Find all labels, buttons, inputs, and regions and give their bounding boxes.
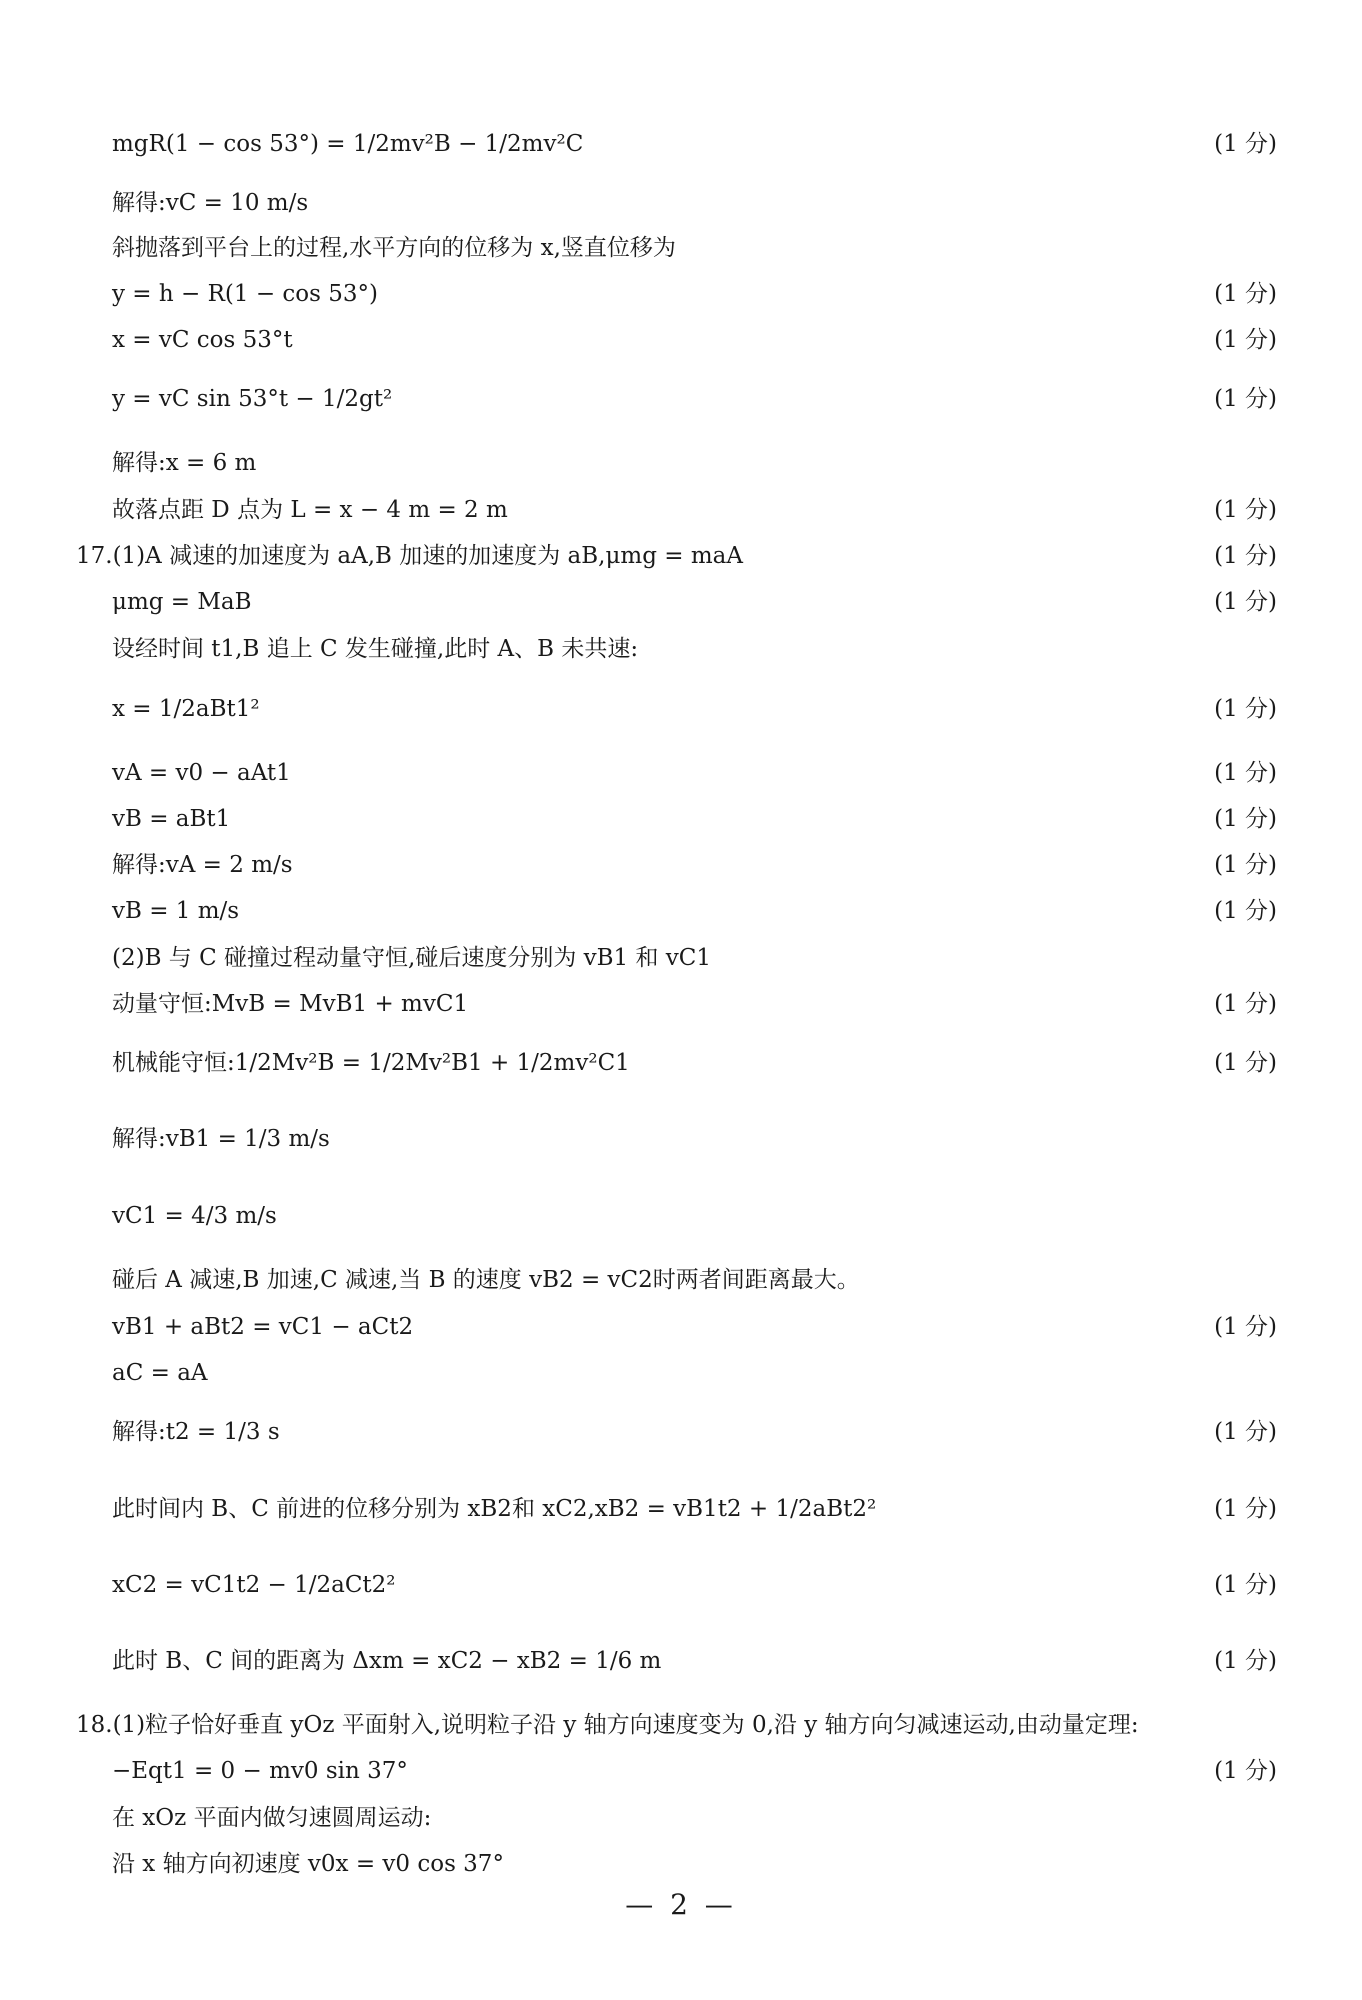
equation-text: 机械能守恒:1/2Mv²B = 1/2Mv²B1 + 1/2mv²C1 xyxy=(112,1050,630,1077)
solution-line xyxy=(112,115,1277,175)
solution-line xyxy=(112,1842,1277,1888)
question-18-header xyxy=(76,1703,1277,1749)
solution-line xyxy=(112,797,1277,843)
solution-line xyxy=(112,181,1277,227)
solution-line xyxy=(112,226,1277,272)
solution-line xyxy=(112,370,1277,430)
equation-text: (2)B 与 C 碰撞过程动量守恒,碰后速度分别为 vB1 和 vC1 xyxy=(112,945,712,972)
equation-text: 此时 B、C 间的距离为 Δxm = xC2 − xB2 = 1/6 m xyxy=(112,1648,662,1675)
solution-line xyxy=(112,318,1277,364)
score-label: (1 分) xyxy=(1214,497,1277,524)
solution-line xyxy=(112,843,1277,889)
score-label: (1 分) xyxy=(1214,1050,1277,1077)
equation-text: 斜抛落到平台上的过程,水平方向的位移为 x,竖直位移为 xyxy=(112,235,676,262)
score-label: (1 分) xyxy=(1214,589,1277,616)
equation-text: μmg = MaB xyxy=(112,589,252,616)
solution-line xyxy=(112,441,1277,487)
score-label: (1 分) xyxy=(1214,543,1277,570)
score-label: (1 分) xyxy=(1214,806,1277,833)
solution-line xyxy=(112,936,1277,982)
solution-line xyxy=(112,488,1277,534)
equation-text: y = h − R(1 − cos 53°) xyxy=(112,281,378,308)
solution-line xyxy=(112,1556,1277,1616)
solution-line xyxy=(112,272,1277,318)
solution-line xyxy=(112,1258,1277,1304)
equation-text: vB1 + aBt2 = vC1 − aCt2 xyxy=(112,1314,414,1341)
score-label: (1 分) xyxy=(1214,281,1277,308)
equation-text: 动量守恒:MvB = MvB1 + mvC1 xyxy=(112,991,469,1018)
solution-line xyxy=(112,1034,1277,1094)
solution-line xyxy=(112,1796,1277,1842)
solution-line xyxy=(112,1403,1277,1463)
equation-text: vA = v0 − aAt1 xyxy=(112,760,291,787)
solution-line xyxy=(112,1480,1277,1540)
solution-line xyxy=(112,1187,1277,1247)
score-label: (1 分) xyxy=(1214,1496,1277,1523)
equation-text: x = 1/2aBt1² xyxy=(112,696,260,723)
score-label: (1 分) xyxy=(1214,1758,1277,1785)
equation-text: xC2 = vC1t2 − 1/2aCt2² xyxy=(112,1572,396,1599)
equation-text: y = vC sin 53°t − 1/2gt² xyxy=(112,386,393,413)
equation-text: 解得:vC = 10 m/s xyxy=(112,190,309,217)
score-label: (1 分) xyxy=(1214,131,1277,158)
equation-text: vC1 = 4/3 m/s xyxy=(112,1203,277,1230)
solution-line xyxy=(112,1749,1277,1795)
equation-text: 沿 x 轴方向初速度 v0x = v0 cos 37° xyxy=(112,1851,504,1878)
score-label: (1 分) xyxy=(1214,327,1277,354)
solution-line xyxy=(112,982,1277,1028)
equation-text: 故落点距 D 点为 L = x − 4 m = 2 m xyxy=(112,497,508,524)
page-number: — 2 — xyxy=(625,1888,737,1921)
equation-text: 此时间内 B、C 前进的位移分别为 xB2和 xC2,xB2 = vB1t2 + 1/2aBt2² xyxy=(112,1496,877,1523)
solution-line xyxy=(112,627,1277,673)
score-label: (1 分) xyxy=(1214,1572,1277,1599)
solution-line xyxy=(112,889,1277,935)
question-17-header xyxy=(76,534,1277,580)
score-label: (1 分) xyxy=(1214,991,1277,1018)
equation-text: x = vC cos 53°t xyxy=(112,327,293,354)
equation-text: −Eqt1 = 0 − mv0 sin 37° xyxy=(112,1758,408,1785)
solution-line xyxy=(112,680,1277,740)
equation-text: mgR(1 − cos 53°) = 1/2mv²B − 1/2mv²C xyxy=(112,131,584,158)
equation-text: 18.(1)粒子恰好垂直 yOz 平面射入,说明粒子沿 y 轴方向速度变为 0,沿 y 轴方向匀减速运动,由动量定理: xyxy=(76,1712,1139,1739)
solution-line xyxy=(112,1110,1277,1170)
equation-text: vB = aBt1 xyxy=(112,806,231,833)
equation-text: 解得:vB1 = 1/3 m/s xyxy=(112,1126,330,1153)
score-label: (1 分) xyxy=(1214,1314,1277,1341)
score-label: (1 分) xyxy=(1214,852,1277,879)
equation-text: aC = aA xyxy=(112,1360,208,1387)
score-label: (1 分) xyxy=(1214,696,1277,723)
solution-line xyxy=(112,1351,1277,1397)
equation-text: 碰后 A 减速,B 加速,C 减速,当 B 的速度 vB2 = vC2时两者间距离最大。 xyxy=(112,1267,860,1294)
equation-text: 解得:t2 = 1/3 s xyxy=(112,1419,280,1446)
score-label: (1 分) xyxy=(1214,386,1277,413)
equation-text: vB = 1 m/s xyxy=(112,898,240,925)
solution-line xyxy=(112,1632,1277,1692)
equation-text: 解得:x = 6 m xyxy=(112,450,257,477)
score-label: (1 分) xyxy=(1214,898,1277,925)
score-label: (1 分) xyxy=(1214,760,1277,787)
solution-line xyxy=(112,751,1277,797)
solution-line xyxy=(112,1305,1277,1351)
equation-text: 解得:vA = 2 m/s xyxy=(112,852,293,879)
score-label: (1 分) xyxy=(1214,1419,1277,1446)
solution-line xyxy=(112,580,1277,626)
equation-text: 设经时间 t1,B 追上 C 发生碰撞,此时 A、B 未共速: xyxy=(112,636,639,663)
equation-text: 在 xOz 平面内做匀速圆周运动: xyxy=(112,1805,432,1832)
score-label: (1 分) xyxy=(1214,1648,1277,1675)
equation-text: 17.(1)A 减速的加速度为 aA,B 加速的加速度为 aB,μmg = maA xyxy=(76,543,743,570)
